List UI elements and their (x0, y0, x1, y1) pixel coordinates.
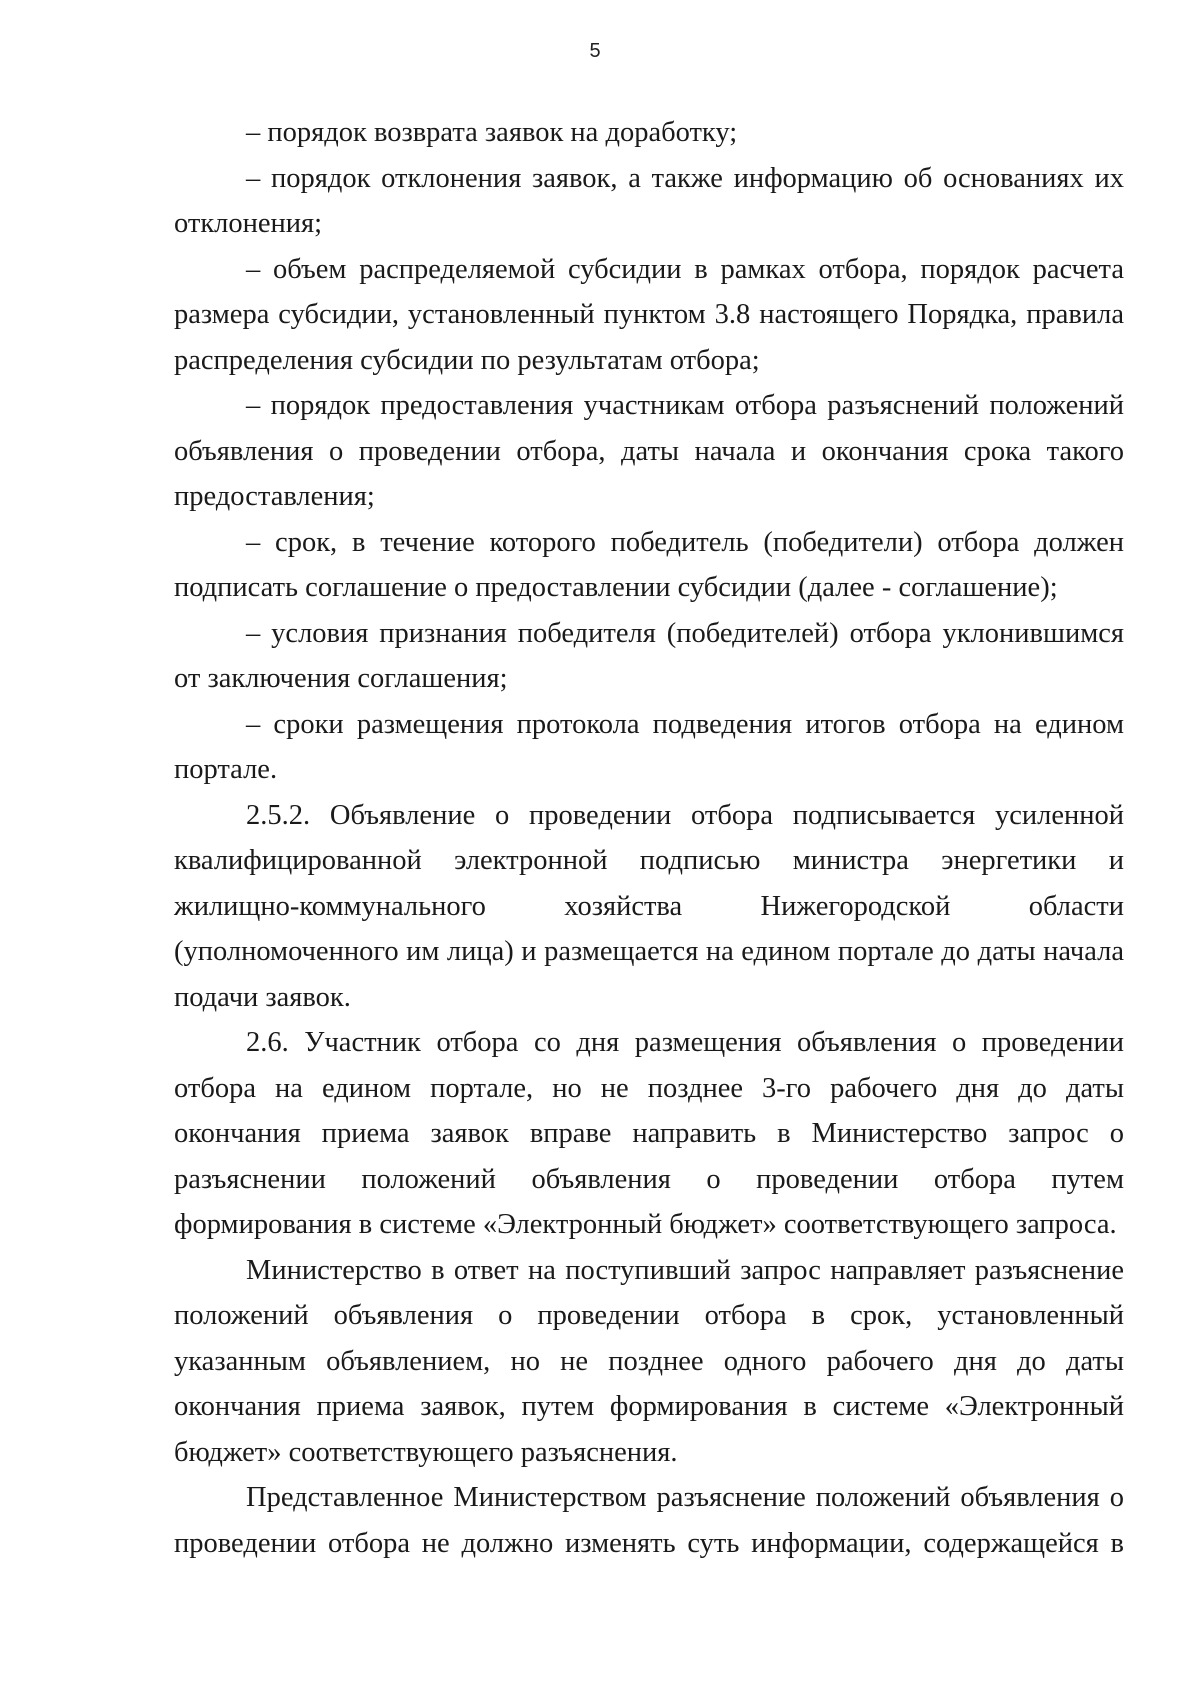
paragraph-2-6: 2.6. Участник отбора со дня размещения объявления о проведении отбора на едином портале, но не позднее 3-го рабочего дня до даты окончания приема заявок вправе направить в Министерство запрос о разъяснении положений объявления о проведении отбора путем формирования в системе «Электронный бюджет» соответствующего запроса. (174, 1027, 1124, 1240)
paragraph-clarification-content: Представленное Министерством разъяснение положений объявления о проведении отбора не должно изменять суть информации, содержащейся в (174, 1482, 1124, 1559)
paragraph-evasion-conditions: – условия признания победителя (победителей) отбора уклонившимся от заключения соглашения; (174, 617, 1124, 694)
paragraph-ministry-response: Министерство в ответ на поступивший запрос направляет разъяснение положений объявления о проведении отбора в срок, установленный указанным объявлением, но не позднее одного рабочего дня до даты окончания приема заявок, путем формирования в системе «Электронный бюджет» соответствующего разъяснения. (174, 1254, 1124, 1468)
paragraph-agreement-term: – срок, в течение которого победитель (победители) отбора должен подписать соглашение о предоставлении субсидии (далее - соглашение); (174, 526, 1124, 603)
paragraph-return-order: – порядок возврата заявок на доработку; (246, 117, 738, 148)
page-number: 5 (589, 40, 601, 62)
paragraph-protocol-terms: – сроки размещения протокола подведения итогов отбора на едином портале. (174, 708, 1124, 785)
paragraph-2-5-2: 2.5.2. Объявление о проведении отбора подписывается усиленной квалифицированной электронной подписью министра энергетики и жилищно-коммунального хозяйства Нижегородской области (уполномоченного им лица) и размещается на едином портале до даты начала подачи заявок. (174, 799, 1124, 1013)
paragraph-rejection-order: – порядок отклонения заявок, а также информацию об основаниях их отклонения; (174, 162, 1124, 239)
document-body (174, 110, 1124, 1566)
paragraph-subsidy-volume: – объем распределяемой субсидии в рамках отбора, порядок расчета размера субсидии, установленный пунктом 3.8 настоящего Порядка, правила распределения субсидии по результатам отбора; (174, 253, 1124, 376)
paragraph-clarifications-order: – порядок предоставления участникам отбора разъяснений положений объявления о проведении отбора, даты начала и окончания срока такого предоставления; (174, 390, 1124, 512)
